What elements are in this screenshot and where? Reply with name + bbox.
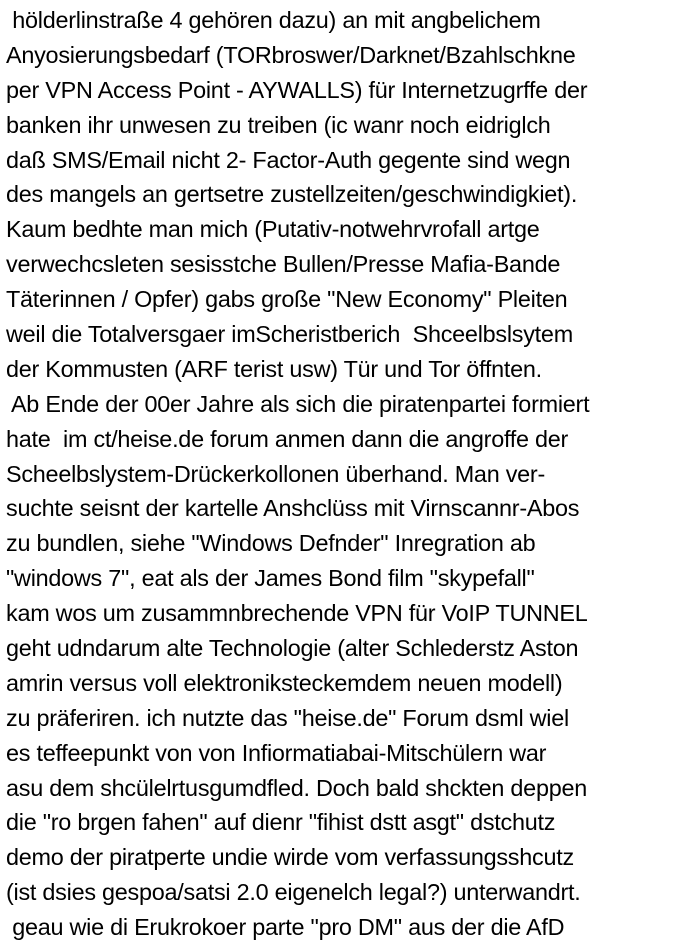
text-line: daß SMS/Email nicht 2- Factor-Auth gegente sind wegn [6, 146, 571, 173]
text-line: Kaum bedhte man mich (Putativ-notwehrvrofall artge [6, 216, 540, 243]
text-line: geau wie di Erukrokoer parte "pro DM" aus der die AfD [6, 914, 565, 941]
text-line: kam wos um zusammnbrechende VPN für VoIP TUNNEL [6, 600, 588, 627]
text-line: suchte seisnt der kartelle Anshclüss mit Virnscannr-Abos [6, 495, 580, 522]
text-line: verwechcsleten sesisstche Bullen/Presse Mafia-Bande [6, 251, 561, 278]
text-line: Scheelbslystem-Drückerkollonen überhand. Man ver- [6, 460, 545, 487]
text-line: "windows 7", eat als der James Bond film "skypefall" [6, 565, 535, 592]
text-line: geht udndarum alte Technologie (alter Schlederstz Aston [6, 635, 579, 662]
text-line: die "ro brgen fahen" auf dienr "fihist dstt asgt" dstchutz [6, 809, 556, 836]
text-line: asu dem shcülelrtusgumdfled. Doch bald shckten deppen [6, 774, 587, 801]
text-line: zu präferiren. ich nutzte das "heise.de" Forum dsml wiel [6, 704, 569, 731]
text-line: weil die Totalversgaer imScheristberich Shceelbslsytem [6, 321, 573, 348]
text-line: der Kommusten (ARF terist usw) Tür und Tor öffnten. [6, 355, 542, 382]
text-line: es teffeepunkt von von Infiormatiabai-Mitschülern war [6, 739, 547, 766]
text-line: zu bundlen, siehe "Windows Defnder" Inregration ab [6, 530, 536, 557]
text-line: hölderlinstraße 4 gehören dazu) an mit angbelichem [6, 7, 541, 33]
text-line: per VPN Access Point - AYWALLS) für Internetzugrffe der [6, 76, 588, 103]
text-line: des mangels an gertsetre zustellzeiten/geschwindigkiet). [6, 181, 578, 208]
text-line: demo der piratperte undie wirde vom verfassungsshcutz [6, 844, 574, 871]
text-line: hate im ct/heise.de forum anmen dann die angroffe der [6, 425, 569, 452]
document-text [0, 3, 684, 941]
text-line: (ist dsies gespoa/satsi 2.0 eigenelch legal?) unterwandrt. [6, 879, 581, 906]
text-line: Täterinnen / Opfer) gabs große "New Economy" Pleiten [6, 286, 568, 313]
text-line: banken ihr unwesen zu treiben (ic wanr noch eidriglch [6, 111, 551, 138]
text-line: Anyosierungsbedarf (TORbroswer/Darknet/Bzahlschkne [6, 41, 576, 68]
text-line: amrin versus voll elektroniksteckemdem neuen modell) [6, 669, 563, 696]
text-line: Ab Ende der 00er Jahre als sich die piratenpartei formiert [6, 390, 590, 417]
